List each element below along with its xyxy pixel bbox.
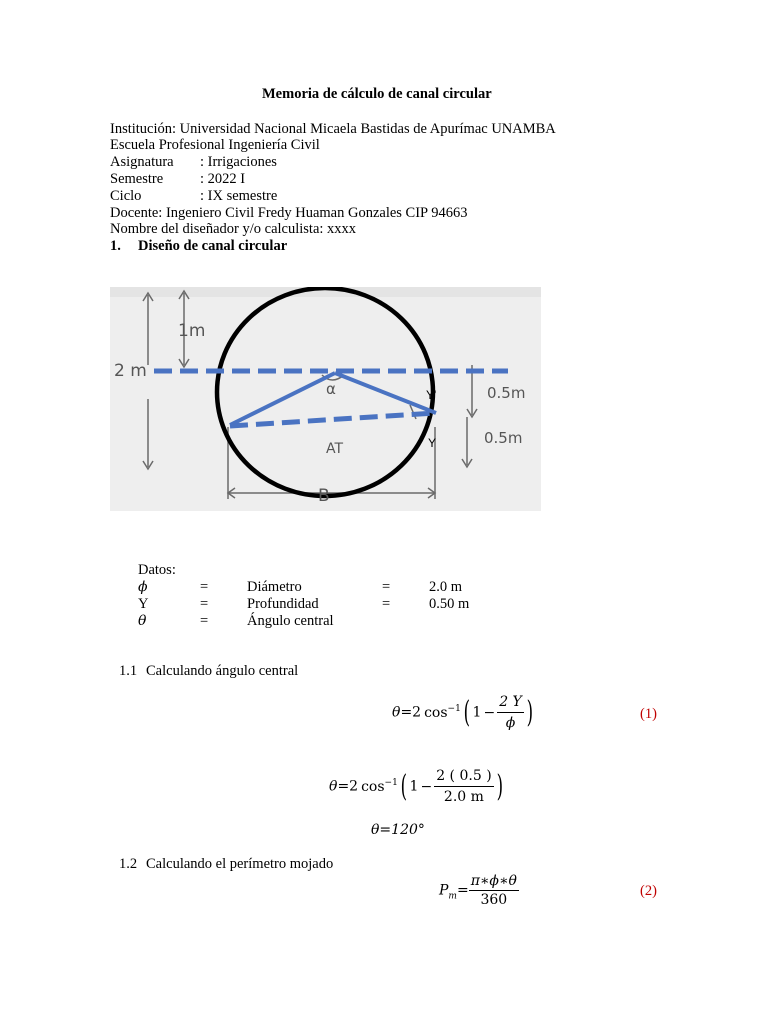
- eq-sup: −1: [384, 777, 398, 788]
- section-1-title: Diseño de canal circular: [138, 238, 288, 254]
- equation-1: θ=2 $\cos^{-1}$( 1 − $\frac{2 Y}{\phi}$ ): [392, 694, 533, 731]
- subsection-1-2-title: Calculando el perímetro mojado: [146, 856, 334, 872]
- eq-sign: =: [456, 882, 469, 899]
- datos-eq: =: [200, 596, 209, 612]
- label-b: B: [318, 486, 330, 506]
- subsection-1-1-number: 1.1: [119, 663, 138, 679]
- subject-value: : Irrigaciones: [200, 154, 277, 170]
- eq-den: 2.0 m: [443, 789, 484, 805]
- eq-lhs: θ: [392, 704, 401, 721]
- semester-label: Semestre: [110, 171, 164, 187]
- eq-sup: −1: [447, 703, 461, 714]
- eq-sign: =2: [337, 778, 359, 795]
- label-05m-bottom: 0.5m: [484, 429, 523, 447]
- equation-2: [439, 872, 519, 909]
- label-y-prime: Y': [426, 388, 437, 402]
- subsection-1-2-number: 1.2: [119, 856, 138, 872]
- equation-1-result: θ=120°: [371, 822, 425, 838]
- label-2m: 2 m: [114, 361, 147, 381]
- section-1-number: 1.: [110, 238, 121, 254]
- datos-symbol: θ: [138, 613, 147, 629]
- datos-eq: =: [200, 579, 209, 595]
- datos-name: Ángulo central: [247, 613, 334, 629]
- equation-1-substituted: θ=2 $\cos^{-1}$( 1 − $\frac{2 ( 0.5 )}{2.0 m}$ ): [329, 768, 503, 805]
- datos-eq2: =: [382, 579, 391, 595]
- school-line: Escuela Profesional Ingeniería Civil: [110, 137, 320, 153]
- eq-num: π∗ϕ∗θ: [470, 873, 517, 889]
- eq-func: cos: [424, 704, 448, 721]
- datos-symbol: ϕ: [138, 579, 148, 595]
- eq-func: cos: [361, 778, 385, 795]
- datos-heading: Datos:: [138, 562, 176, 578]
- eq-num: 2 Y: [497, 692, 524, 713]
- datos-name: Diámetro: [247, 579, 302, 595]
- designer-line: Nombre del diseñador y/o calculista: xxxx: [110, 221, 357, 237]
- datos-eq: =: [200, 613, 209, 629]
- label-05m-top: 0.5m: [487, 384, 526, 402]
- eq-den: 360: [480, 892, 508, 908]
- semester-value: : 2022 I: [200, 171, 246, 187]
- subject-label: Asignatura: [110, 154, 174, 170]
- eq-lhs: P: [439, 882, 449, 899]
- eq-lhs: θ: [329, 778, 338, 795]
- cycle-label: Ciclo: [110, 188, 142, 204]
- datos-name: Profundidad: [247, 596, 319, 612]
- institution-line: Institución: Universidad Nacional Micaela Bastidas de Apurímac UNAMBA: [110, 121, 556, 137]
- canal-figure: [110, 287, 541, 511]
- equation-2-tag: (2): [640, 883, 657, 899]
- eq-sub: m: [448, 891, 457, 902]
- eq-num: 2 ( 0.5 ): [434, 766, 493, 787]
- page-title: Memoria de cálculo de canal circular: [262, 86, 492, 102]
- eq-den: ϕ: [505, 715, 516, 731]
- label-1m: 1m: [178, 321, 206, 341]
- eq-one: 1: [472, 704, 482, 721]
- label-at: AT: [326, 441, 344, 457]
- datos-symbol: Y: [138, 596, 149, 612]
- eq-minus: −: [420, 778, 433, 795]
- eq-one: 1: [409, 778, 419, 795]
- subsection-1-1-title: Calculando ángulo central: [146, 663, 299, 679]
- datos-value: 0.50 m: [429, 596, 470, 612]
- datos-value: 2.0 m: [429, 579, 463, 595]
- cycle-value: : IX semestre: [200, 188, 278, 204]
- equation-1-tag: (1): [640, 706, 657, 722]
- label-y: Y: [428, 436, 437, 450]
- datos-eq2: =: [382, 596, 391, 612]
- eq-sign: =2: [400, 704, 422, 721]
- label-alpha: α: [326, 380, 336, 398]
- teacher-line: Docente: Ingeniero Civil Fredy Huaman Gonzales CIP 94663: [110, 205, 468, 221]
- eq-minus: −: [483, 704, 496, 721]
